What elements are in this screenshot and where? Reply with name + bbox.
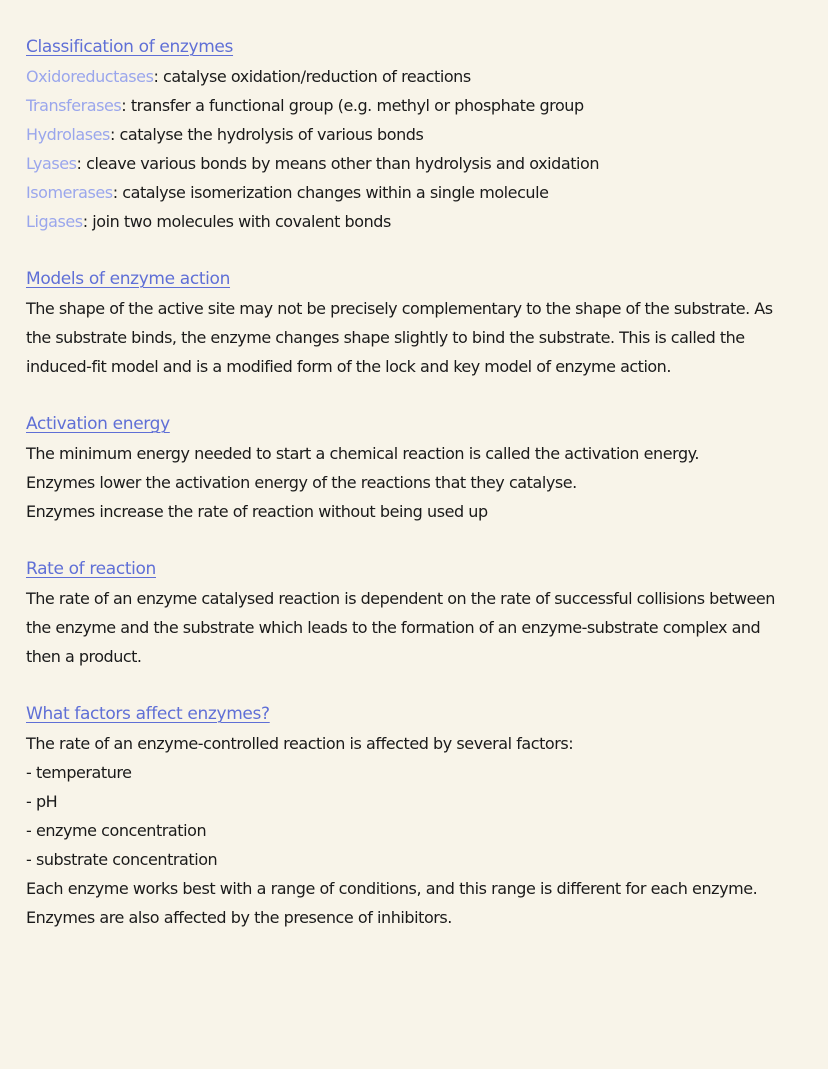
factor-list-item: - temperature <box>26 763 132 782</box>
activation-heading: Activation energy <box>26 414 170 434</box>
section-spacer <box>26 236 798 265</box>
rate-paragraph: The rate of an enzyme catalysed reaction is dependent on the rate of successful collisions between the enzyme and the substrate which leads to the formation of an enzyme-substrate complex and then a product. <box>26 589 775 666</box>
section-spacer <box>26 671 798 700</box>
rate-section <box>26 555 798 671</box>
classification-heading: Classification of enzymes <box>26 37 234 57</box>
factors-closing-line: Enzymes are also affected by the presence of inhibitors. <box>26 908 452 927</box>
classification-item <box>26 62 798 91</box>
enzyme-class-term: Transferases <box>26 96 122 115</box>
classification-item <box>26 149 798 178</box>
section-spacer <box>26 381 798 410</box>
enzyme-class-term: Oxidoreductases <box>26 67 154 86</box>
activation-line: The minimum energy needed to start a chemical reaction is called the activation energy. <box>26 444 700 463</box>
factors-section <box>26 700 798 932</box>
factor-list-item: - enzyme concentration <box>26 821 207 840</box>
enzyme-class-desc: : catalyse isomerization changes within a single molecule <box>112 183 549 202</box>
classification-item <box>26 120 798 149</box>
models-paragraph: The shape of the active site may not be precisely complementary to the shape of the substrate. As the substrate binds, the enzyme changes shape slightly to bind the substrate. This is called the induced-fit model and is a modified form of the lock and key model of enzyme action. <box>26 299 773 376</box>
enzyme-class-desc: : transfer a functional group (e.g. methyl or phosphate group <box>121 96 584 115</box>
enzyme-class-term: Lyases <box>26 154 77 173</box>
models-heading: Models of enzyme action <box>26 269 231 289</box>
factor-list-item: - pH <box>26 792 58 811</box>
factors-heading: What factors affect enzymes? <box>26 704 270 724</box>
rate-heading: Rate of reaction <box>26 559 156 579</box>
models-section <box>26 265 798 381</box>
enzyme-class-term: Hydrolases <box>26 125 110 144</box>
classification-section <box>26 33 798 236</box>
factors-intro: The rate of an enzyme-controlled reaction is affected by several factors: <box>26 734 574 753</box>
factor-list-item: - substrate concentration <box>26 850 218 869</box>
factors-closing-line: Each enzyme works best with a range of conditions, and this range is different for each enzyme. <box>26 879 758 898</box>
enzyme-class-desc: : join two molecules with covalent bonds <box>82 212 391 231</box>
activation-line: Enzymes lower the activation energy of the reactions that they catalyse. <box>26 473 577 492</box>
activation-line: Enzymes increase the rate of reaction without being used up <box>26 502 488 521</box>
enzyme-class-term: Ligases <box>26 212 83 231</box>
enzyme-class-desc: : cleave various bonds by means other than hydrolysis and oxidation <box>76 154 600 173</box>
enzyme-class-desc: : catalyse oxidation/reduction of reactions <box>153 67 471 86</box>
classification-item <box>26 91 798 120</box>
classification-item <box>26 207 798 236</box>
activation-section <box>26 410 798 526</box>
enzyme-class-term: Isomerases <box>26 183 113 202</box>
enzyme-class-desc: : catalyse the hydrolysis of various bonds <box>109 125 424 144</box>
section-spacer <box>26 526 798 555</box>
classification-item <box>26 178 798 207</box>
